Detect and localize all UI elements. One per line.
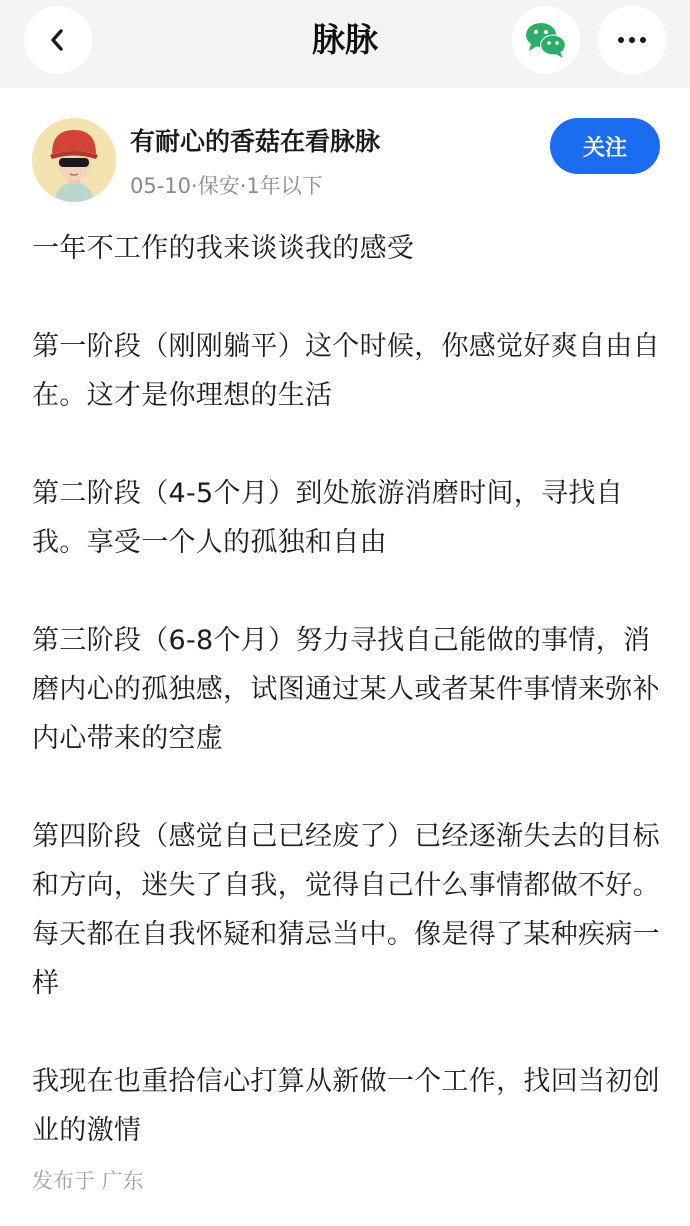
post-paragraph: 第三阶段（6-8个月）努力寻找自己能做的事情，消磨内心的孤独感，试图通过某人或者某件事情来弥补内心带来的空虚 — [32, 625, 660, 754]
page-title: 脉脉 — [312, 20, 378, 59]
post-paragraph: 第四阶段（感觉自己已经废了）已经逐渐失去的目标和方向，迷失了自我，觉得自己什么事情都做不好。每天都在自我怀疑和猜忌当中。像是得了某种疾病一样 — [32, 821, 660, 999]
top-nav-bar — [0, 0, 690, 88]
post-location: 发布于 广东 — [32, 1169, 144, 1193]
post-paragraph: 一年不工作的我来谈谈我的感受 — [32, 233, 415, 264]
post-paragraph: 第一阶段（刚刚躺平）这个时候，你感觉好爽自由自在。这才是你理想的生活 — [32, 331, 660, 411]
more-button[interactable] — [598, 6, 666, 74]
more-icon — [617, 35, 647, 45]
share-wechat-button[interactable] — [512, 6, 580, 74]
post-paragraph: 第二阶段（4-5个月）到处旅游消磨时间，寻找自我。享受一个人的孤独和自由 — [32, 478, 623, 558]
post-content — [32, 224, 660, 1204]
avatar-image — [32, 118, 116, 202]
post-paragraph: 我现在也重拾信心打算从新做一个工作，找回当初创业的激情 — [32, 1066, 660, 1146]
follow-button[interactable]: 关注 — [550, 118, 660, 174]
chevron-left-icon — [44, 26, 72, 54]
author-name[interactable]: 有耐心的香菇在看脉脉 — [130, 127, 381, 156]
author-meta: 05-10·保安·1年以下 — [130, 174, 323, 198]
wechat-icon — [523, 20, 569, 60]
back-button[interactable] — [24, 6, 92, 74]
author-avatar[interactable] — [32, 118, 116, 202]
